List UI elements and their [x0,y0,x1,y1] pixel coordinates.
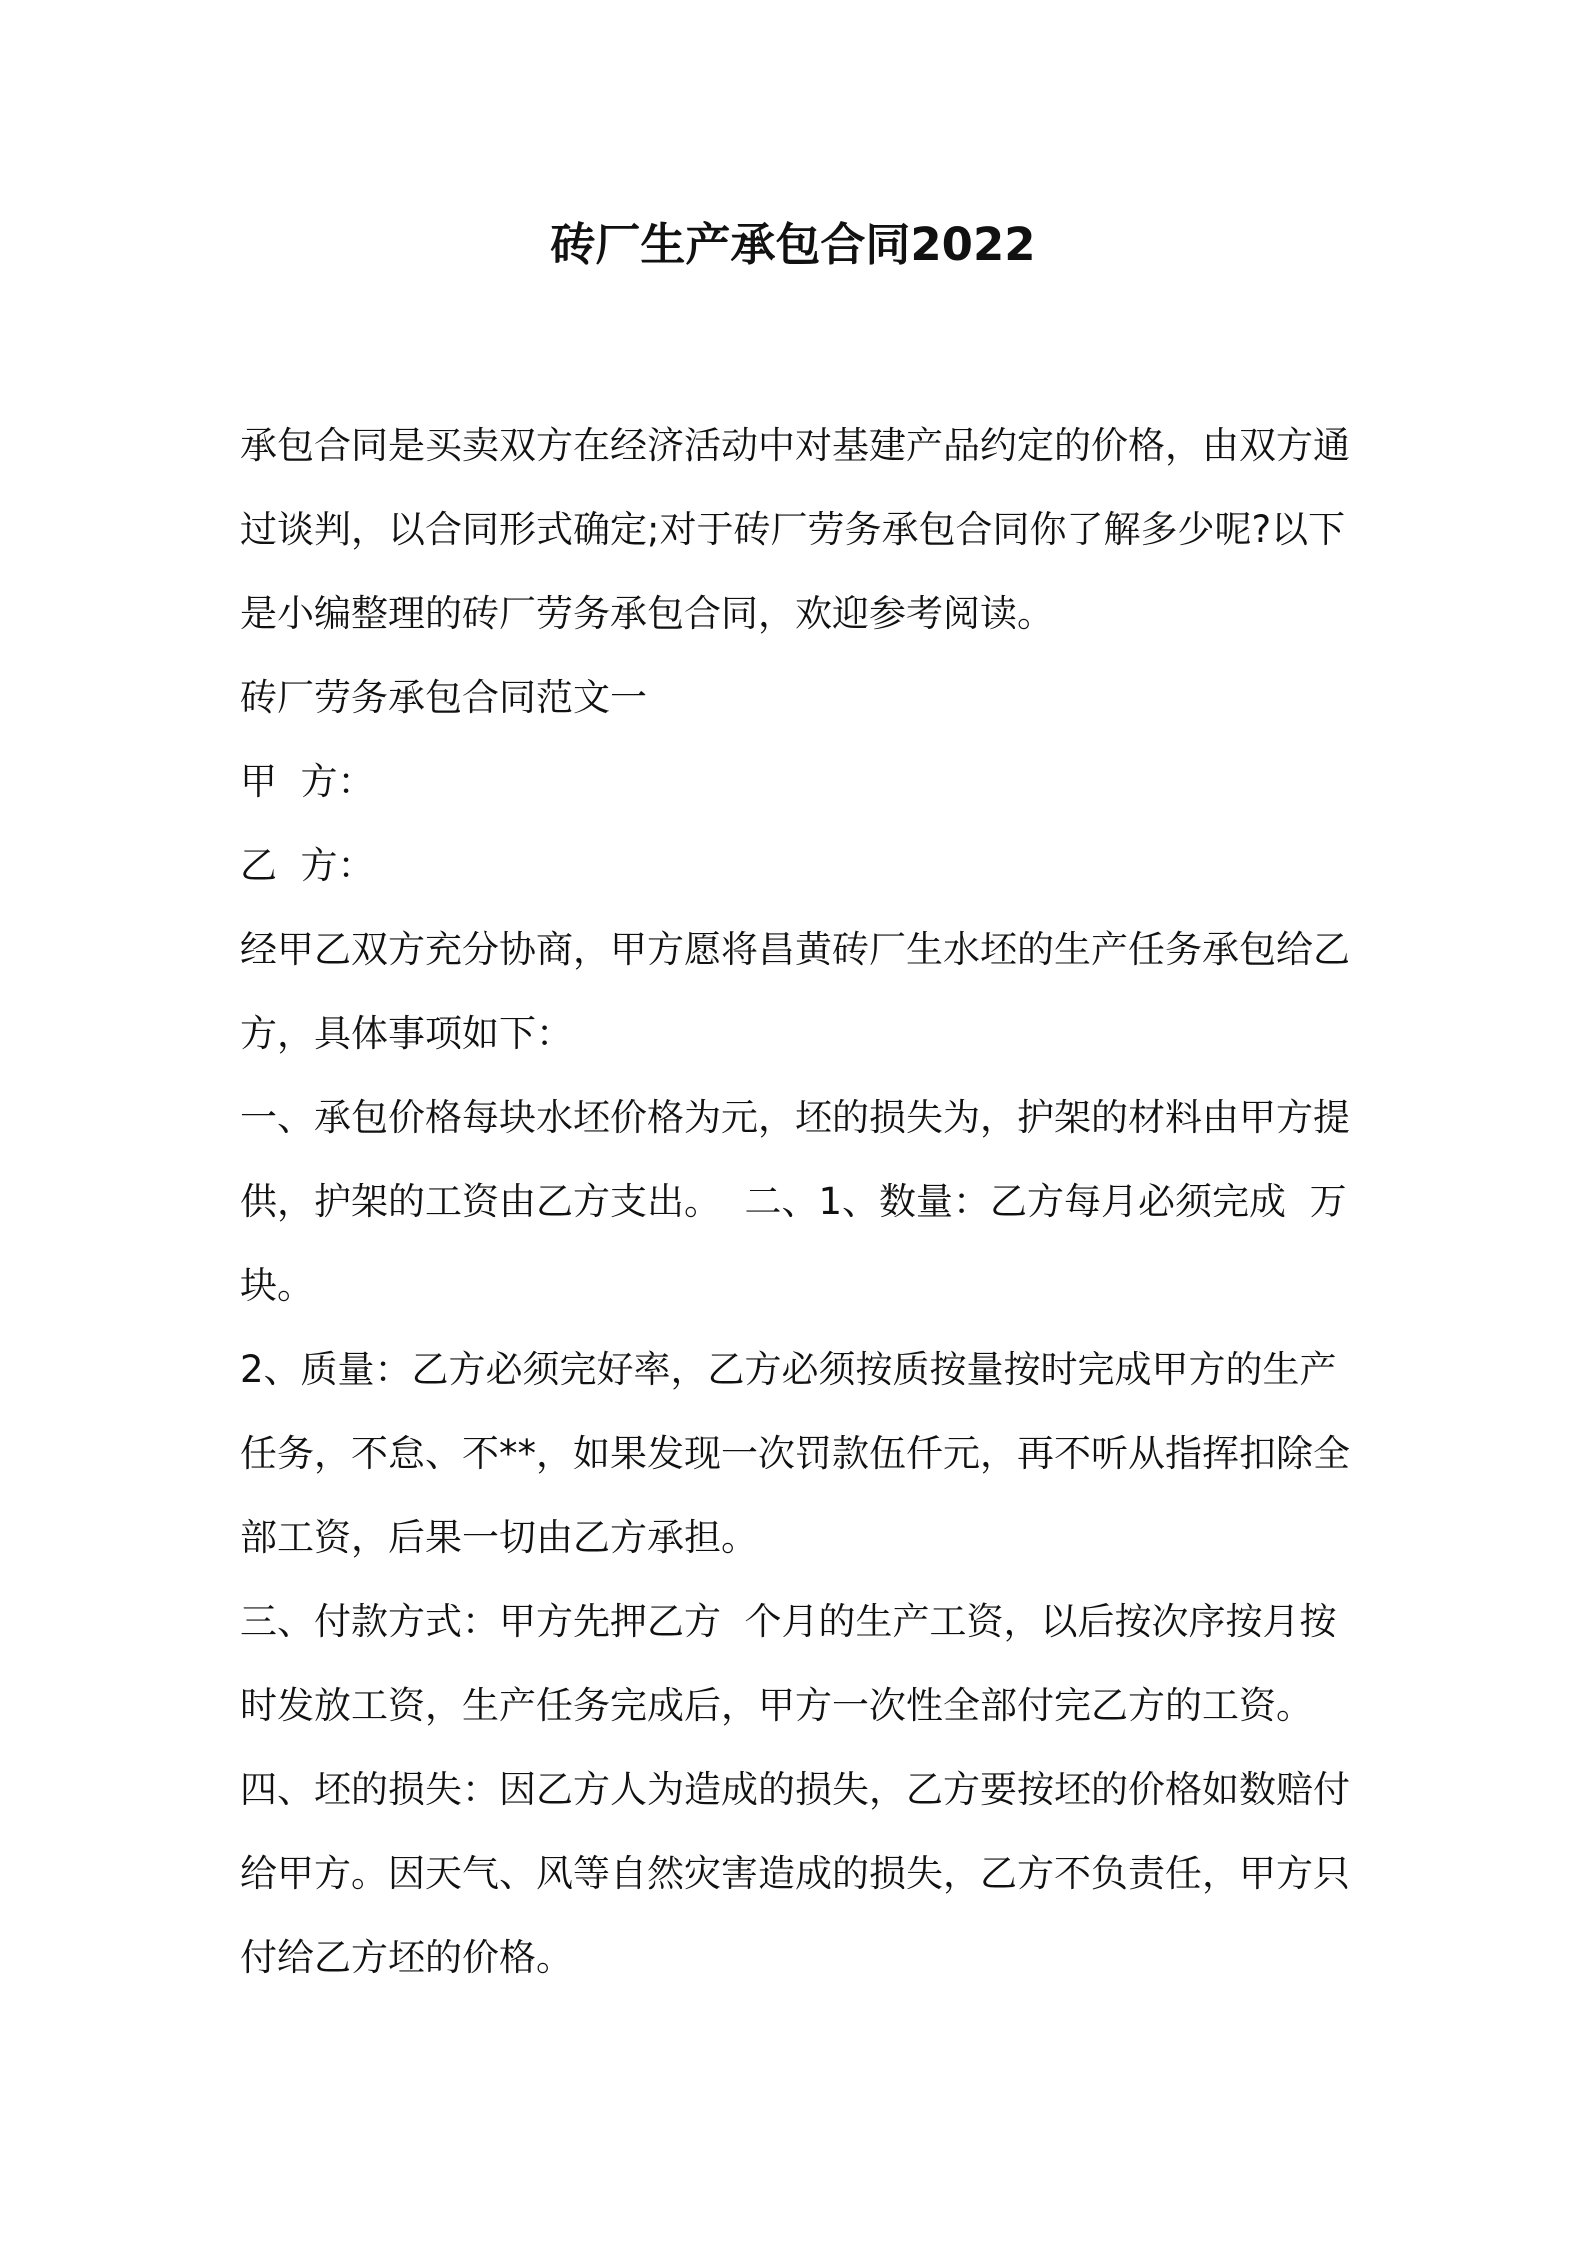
party-a-label: 甲 方： [240,760,375,803]
paragraph-line: 是小编整理的砖厂劳务承包合同，欢迎参考阅读。 [240,592,1054,635]
paragraph-line: 方，具体事项如下： [240,1012,573,1055]
clause-line: 时发放工资，生产任务完成后，甲方一次性全部付完乙方的工资。 [240,1684,1313,1727]
clause-line: 2、质量：乙方必须完好率，乙方必须按质按量按时完成甲方的生产 [240,1348,1337,1391]
clause-line: 部工资，后果一切由乙方承担。 [240,1516,758,1559]
clause-line: 一、承包价格每块水坯价格为元，坯的损失为，护架的材料由甲方提 [240,1096,1350,1139]
clause-line: 给甲方。因天气、风等自然灾害造成的损失，乙方不负责任，甲方只 [240,1852,1350,1895]
clause-line: 供，护架的工资由乙方支出。 二、1、数量：乙方每月必须完成 万 [240,1180,1347,1223]
document-body [240,404,1360,2000]
paragraph-line: 承包合同是买卖双方在经济活动中对基建产品约定的价格，由双方通 [240,424,1350,467]
document-title: 砖厂生产承包合同2022 [550,218,1036,271]
paragraph-line: 过谈判，以合同形式确定;对于砖厂劳务承包合同你了解多少呢?以下 [240,508,1346,551]
paragraph-line: 经甲乙双方充分协商，甲方愿将昌黄砖厂生水坯的生产任务承包给乙 [240,928,1350,971]
clause-line: 任务，不怠、不**，如果发现一次罚款伍仟元，再不听从指挥扣除全 [240,1432,1350,1475]
clause-line: 付给乙方坯的价格。 [240,1936,573,1979]
party-b-label: 乙 方： [240,844,375,887]
clause-line: 块。 [240,1264,314,1307]
clause-line: 三、付款方式：甲方先押乙方 个月的生产工资，以后按次序按月按 [240,1600,1337,1643]
section-heading: 砖厂劳务承包合同范文一 [240,676,647,719]
clause-line: 四、坯的损失：因乙方人为造成的损失，乙方要按坯的价格如数赔付 [240,1768,1350,1811]
